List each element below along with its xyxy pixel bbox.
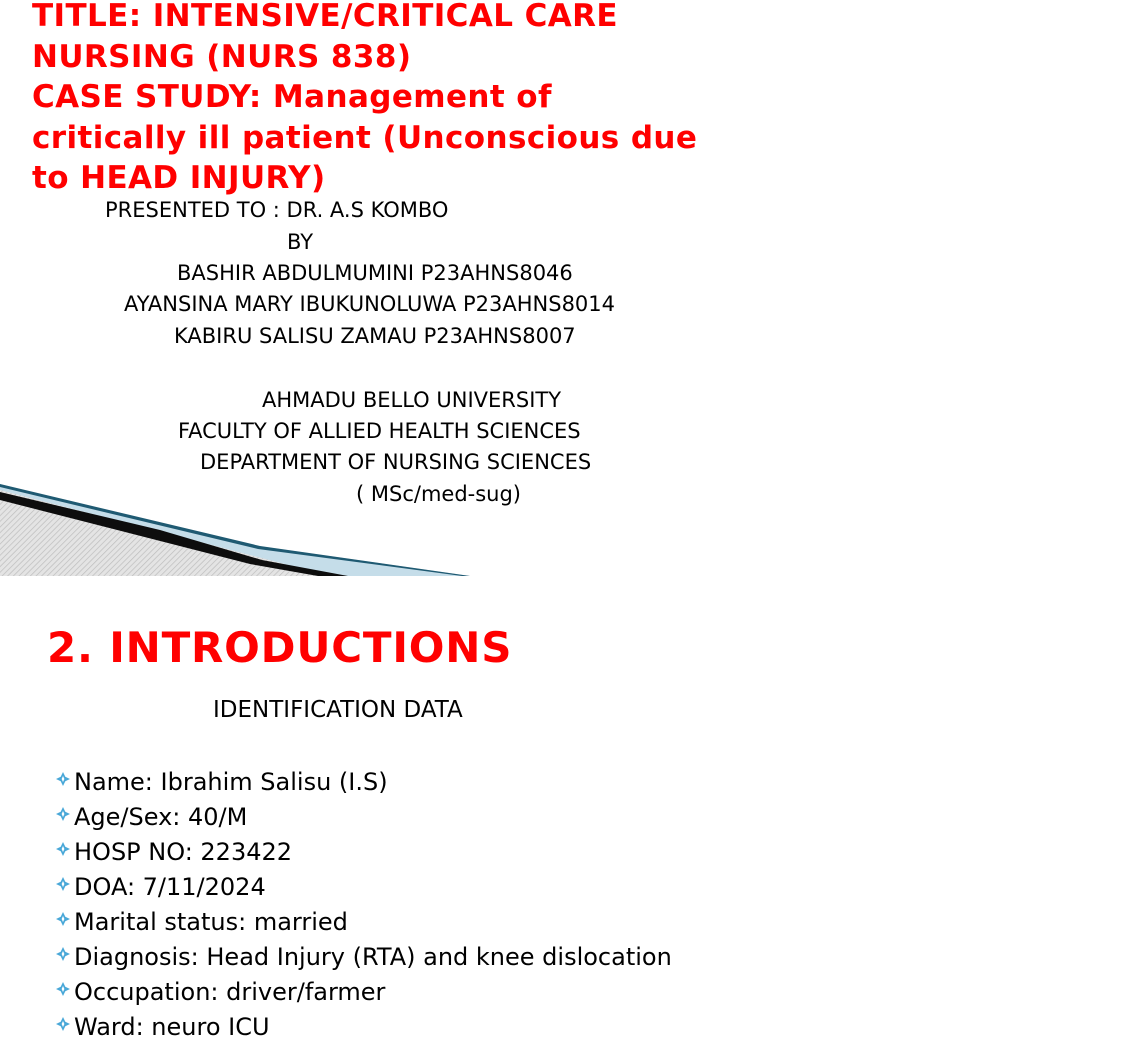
title-line: TITLE: INTENSIVE/CRITICAL CARE (32, 0, 618, 34)
list-item (55, 870, 672, 905)
list-item (55, 940, 672, 975)
department-name: DEPARTMENT OF NURSING SCIENCES (200, 450, 592, 474)
list-item (55, 835, 672, 870)
by-label: BY (287, 230, 314, 254)
list-item (55, 1010, 672, 1045)
title-line: to HEAD INJURY) (32, 160, 326, 196)
diamond-bullet-icon (55, 841, 71, 857)
list-item-text: Marital status: married (74, 908, 348, 936)
diamond-bullet-icon (55, 876, 71, 892)
presented-to: PRESENTED TO : DR. A.S KOMBO (105, 198, 449, 222)
list-item-text: Diagnosis: Head Injury (RTA) and knee dislocation (74, 943, 672, 971)
university-name: AHMADU BELLO UNIVERSITY (262, 388, 562, 412)
list-item-text: Age/Sex: 40/M (74, 803, 248, 831)
diamond-bullet-icon (55, 1016, 71, 1032)
decorative-swoosh (0, 470, 470, 576)
diamond-bullet-icon (55, 946, 71, 962)
list-item (55, 905, 672, 940)
title-line: critically ill patient (Unconscious due (32, 119, 698, 156)
presenter-name: KABIRU SALISU ZAMAU P23AHNS8007 (174, 324, 576, 348)
list-item-text: DOA: 7/11/2024 (74, 873, 266, 901)
slide-heading: 2. INTRODUCTIONS (47, 623, 513, 672)
list-item (55, 800, 672, 835)
slide-title (32, 0, 762, 199)
title-line: CASE STUDY: Management of (32, 79, 552, 115)
slide-subheading: IDENTIFICATION DATA (213, 697, 463, 723)
title-line: NURSING (NURS 838) (32, 38, 412, 75)
diamond-bullet-icon (55, 771, 71, 787)
identification-list (55, 765, 672, 1045)
introductions-slide (0, 600, 768, 1041)
diamond-bullet-icon (55, 806, 71, 822)
list-item-text: Occupation: driver/farmer (74, 978, 386, 1006)
presenter-name: BASHIR ABDULMUMINI P23AHNS8046 (177, 261, 573, 285)
list-item (55, 975, 672, 1010)
program-name: ( MSc/med-sug) (356, 482, 521, 506)
list-item-text: HOSP NO: 223422 (74, 838, 293, 866)
faculty-name: FACULTY OF ALLIED HEALTH SCIENCES (178, 419, 581, 443)
title-slide (0, 0, 768, 576)
diamond-bullet-icon (55, 981, 71, 997)
list-item-text: Ward: neuro ICU (74, 1013, 270, 1041)
diamond-bullet-icon (55, 911, 71, 927)
presenter-name: AYANSINA MARY IBUKUNOLUWA P23AHNS8014 (124, 292, 616, 316)
list-item-text: Name: Ibrahim Salisu (I.S) (74, 768, 388, 796)
list-item (55, 765, 672, 800)
